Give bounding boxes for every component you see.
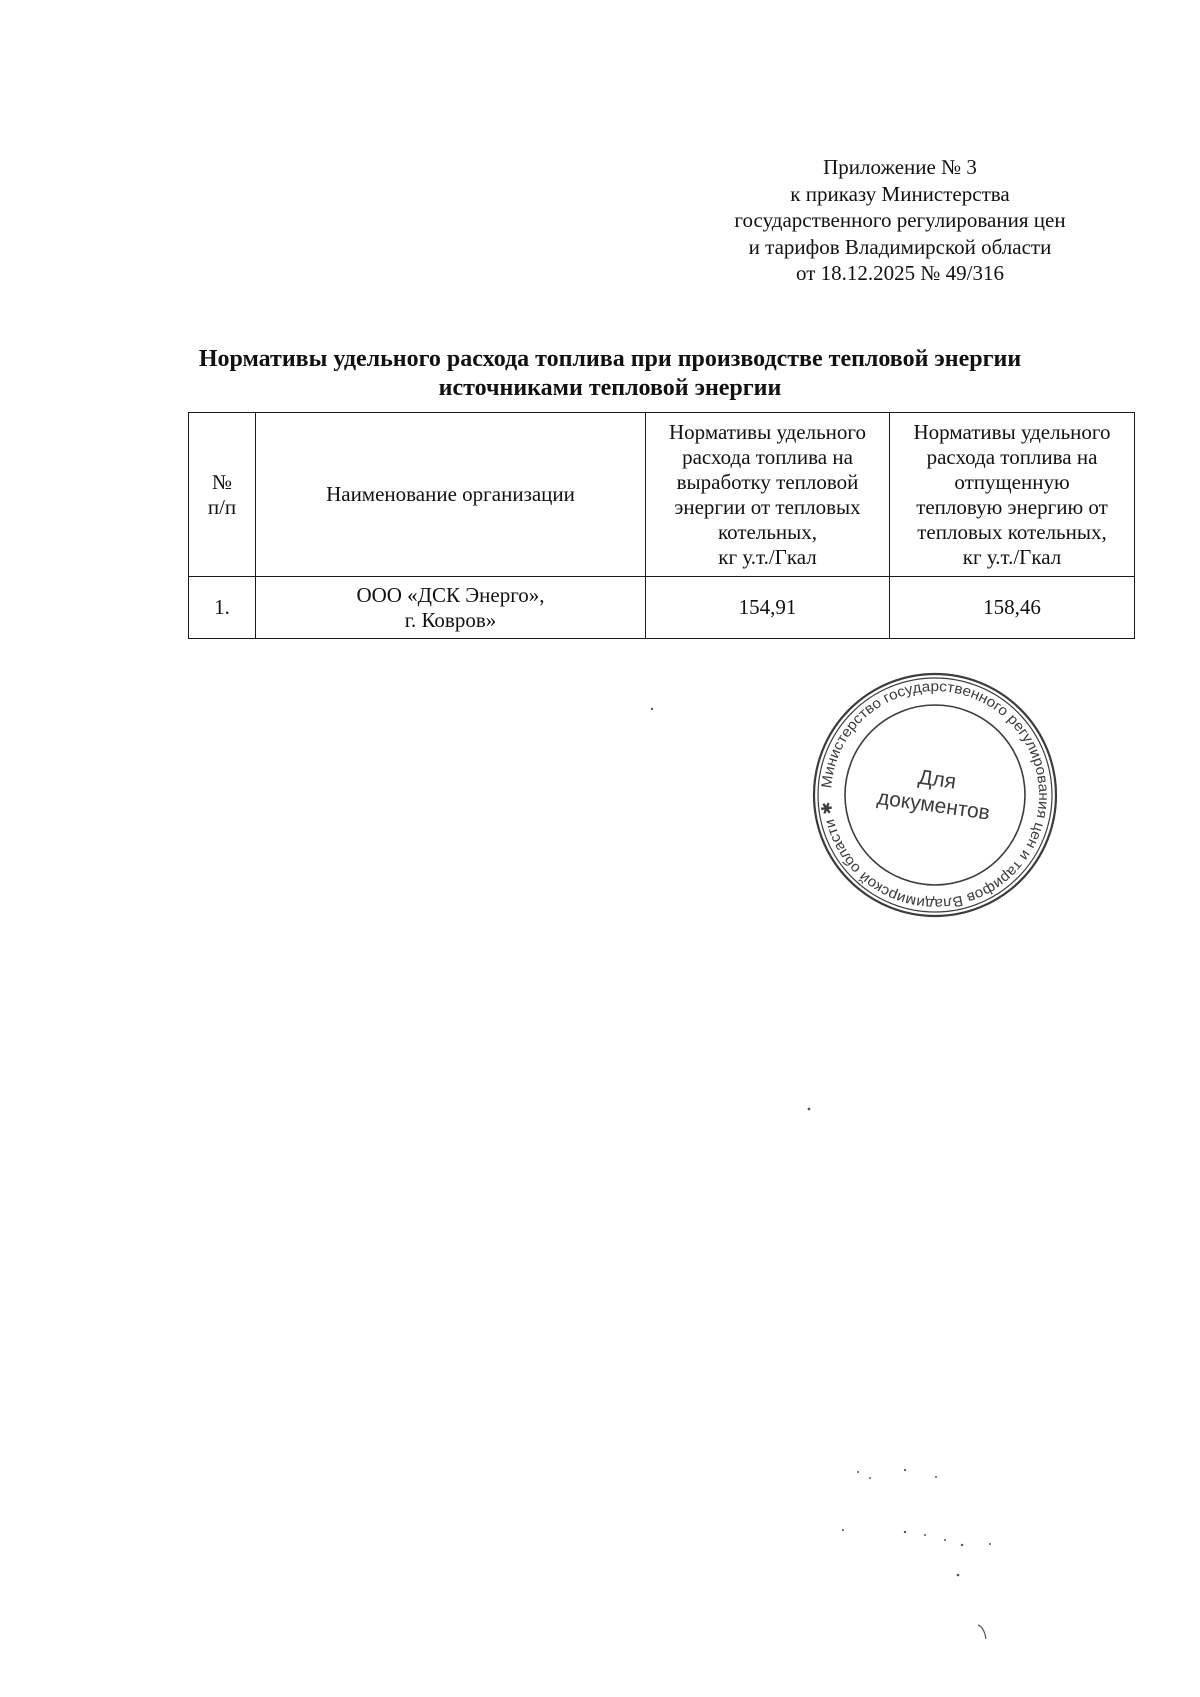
header-organization: Наименование организации xyxy=(256,413,646,577)
cell-production-norm: 154,91 xyxy=(646,577,890,639)
document-title-line-1: Нормативы удельного расхода топлива при производстве тепловой энергии xyxy=(198,346,1022,372)
annex-line-ministry: государственного регулирования цен xyxy=(734,208,1066,232)
cell-num: 1. xyxy=(189,577,256,639)
cell-organization: ООО «ДСК Энерго», г. Ковров» xyxy=(256,577,646,639)
annex-line-number: Приложение № 3 xyxy=(823,155,977,179)
header-num: № п/п xyxy=(189,413,256,577)
annex-line-date: от 18.12.2025 № 49/316 xyxy=(795,261,1005,285)
seal-center-line-2: документов xyxy=(875,786,992,825)
header-production-norm: Нормативы удельного расхода топлива на выработку тепловой энергии от тепловых котельных, кг у.т./Гкал xyxy=(646,413,890,577)
annex-line-order: к приказу Министерства xyxy=(790,181,1010,206)
annex-line-region: и тарифов Владимирской области xyxy=(748,234,1052,259)
seal-ring-text: Министерство государственного регулирования цен и тарифов Владимирской области ✱ xyxy=(819,678,1052,912)
seal-center-line-1: Для xyxy=(916,765,958,794)
document-title-line-2: источниками тепловой энергии xyxy=(438,375,782,401)
header-supplied-norm: Нормативы удельного расхода топлива на отпущенную тепловую энергию от тепловых котельных, кг у.т./Гкал xyxy=(890,413,1135,577)
cell-supplied-norm: 158,46 xyxy=(890,577,1135,639)
